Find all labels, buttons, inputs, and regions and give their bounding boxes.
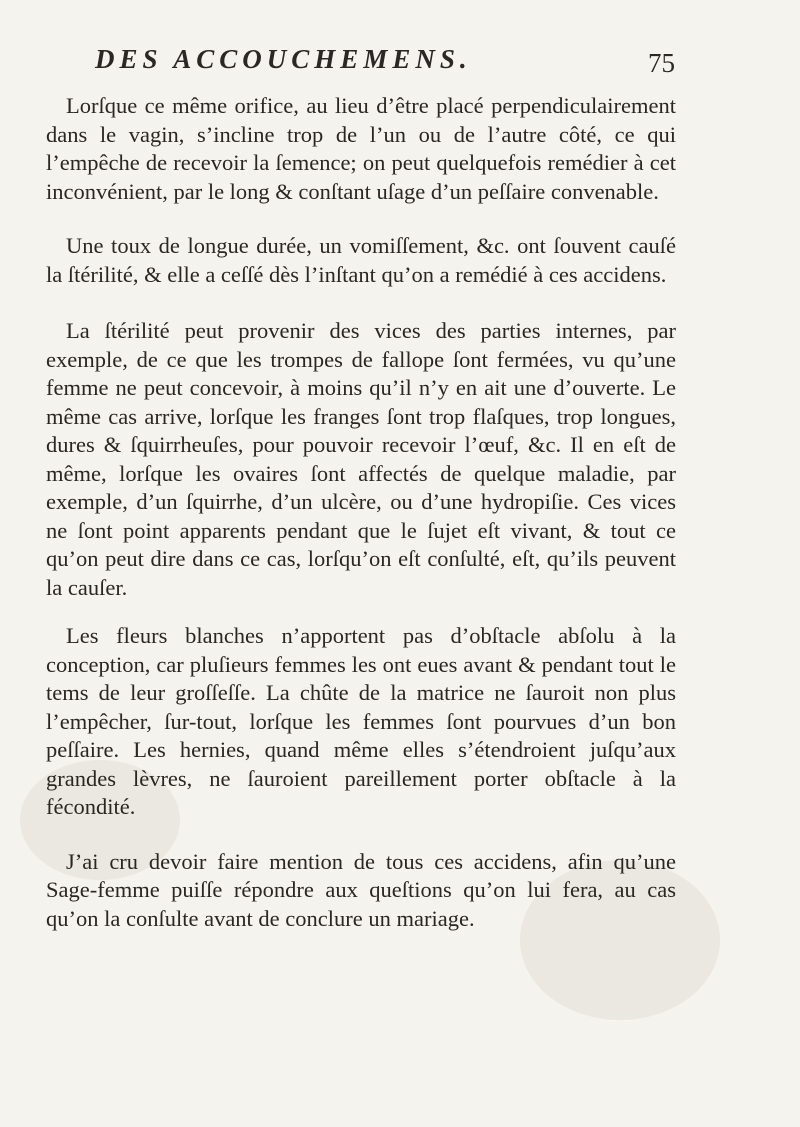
body-text [46, 92, 676, 959]
page-number: 75 [648, 48, 675, 78]
paragraph-sterilite: La ſtérilité peut provenir des vices des parties internes, par exemple, de ce que les trompes de fallope ſont fermées, vu qu’une femme ne peut concevoir, à moins qu’il n’y en ait une d’ouverte. Le même cas arrive, lorſque les franges ſont trop flaſques, trop longues, dures & ſquirrheuſes, pour pouvoir recevoir l’œuf, &c. Il en eſt de même, lorſque les ovaires ſont affectés de quelque maladie, par exemple, d’un ſquirrhe, d’un ulcère, ou d’une hydropiſie. Ces vices ne ſont point apparents pendant que le ſujet eſt vivant, & tout ce qu’on peut dire dans ce cas, lorſqu’on eſt conſulté, eſt, qu’ils peuvent la cauſer. [46, 318, 676, 600]
paragraph-sage-femme: J’ai cru devoir faire mention de tous ces accidens, afin qu’une Sage-femme puiſſe répondre aux queſtions qu’on lui fera, au cas qu’on la conſulte avant de conclure un mariage. [46, 848, 676, 931]
paragraph-orifice: Lorſque ce même orifice, au lieu d’être placé perpendiculairement dans le vagin, s’incline trop de l’un ou de l’autre côté, ce qui l’empêche de recevoir la ſemence; on peut quelquefois remédier à cet inconvénient, par le long & conſtant uſage d’un peſſaire convenable. [46, 93, 676, 204]
paragraph-toux: Une toux de longue durée, un vomiſſement, &c. ont ſouvent cauſé la ſtérilité, & elle a ceſſé dès l’inſtant qu’on a remédié à ces accidens. [46, 233, 676, 287]
running-head [0, 44, 800, 84]
paragraph-fleurs-blanches: Les fleurs blanches n’apportent pas d’obſtacle abſolu à la conception, car pluſieurs femmes les ont eues avant & pendant tout le tems de leur groſſeſſe. La chûte de la matrice ne ſauroit non plus l’empêcher, ſur-tout, lorſque les femmes ſont pourvues d’un bon peſſaire. Les hernies, quand même elles s’étendroient juſqu’aux grandes lèvres, ne ſauroient pareillement porter obſtacle à la fécondité. [46, 623, 676, 819]
running-title: DES ACCOUCHEMENS. [95, 44, 472, 74]
